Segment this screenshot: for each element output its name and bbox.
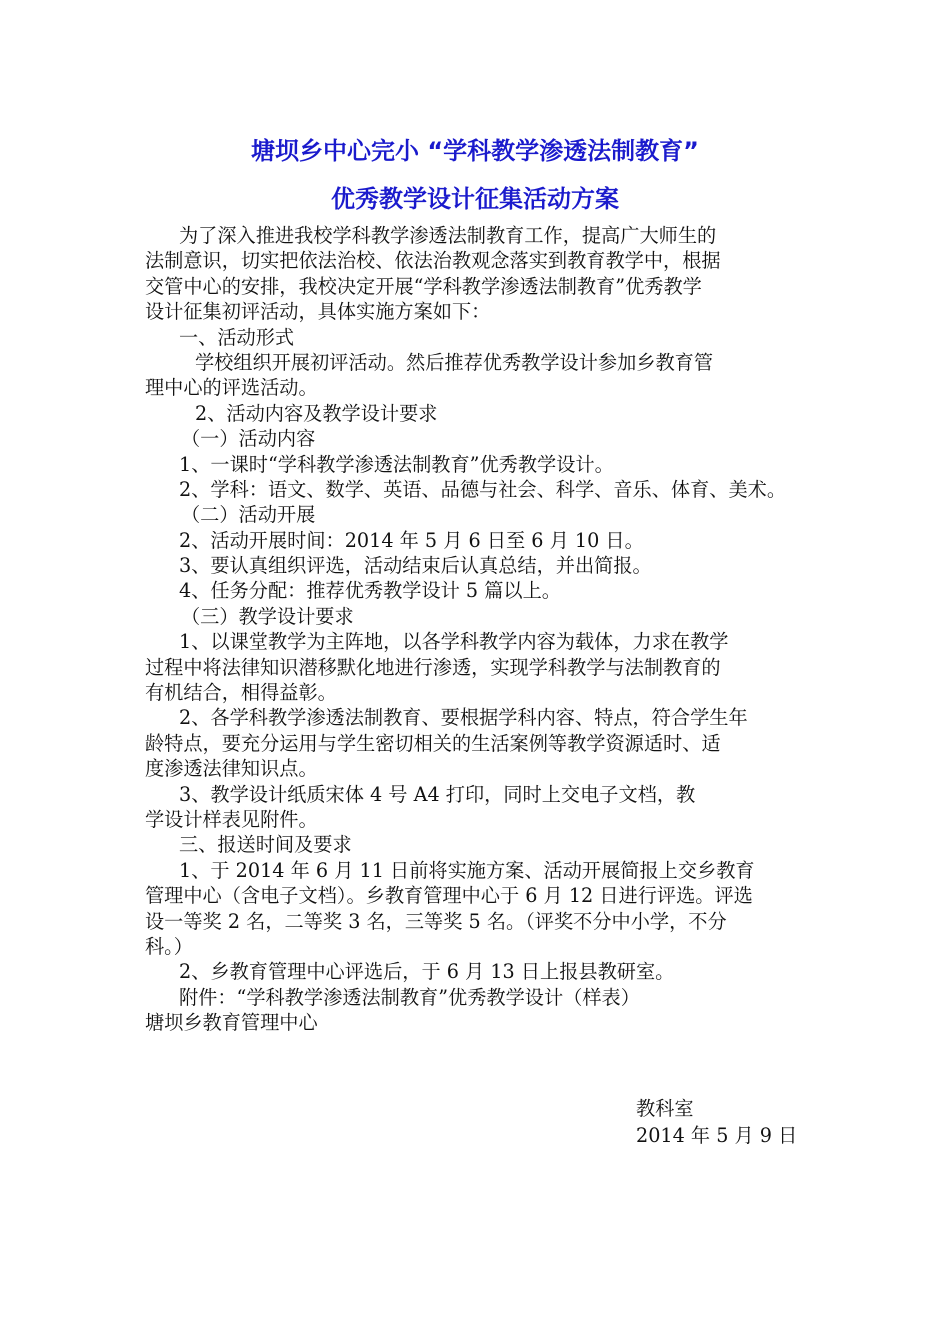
signature-block [636,1095,797,1149]
subsection-heading: （一）活动内容 [181,427,316,451]
body-line: 2、各学科教学渗透法制教育、要根据学科内容、特点，符合学生年 [179,706,748,730]
body-line: 学设计样表见附件。 [145,807,318,831]
body-line: 2、活动开展时间：2014 年 5 月 6 日至 6 月 10 日。 [179,528,644,552]
attachment-line: 附件：“学科教学渗透法制教育”优秀教学设计（样表） [179,985,640,1009]
signature-date: 2014 年 5 月 9 日 [636,1124,798,1147]
body-line: 科。） [145,934,193,958]
body-line: 度渗透法律知识点。 [145,757,318,781]
subsection-heading: （二）活动开展 [181,503,316,527]
section-heading: 一、活动形式 [179,325,295,349]
body-line: 有机结合，相得益彰。 [145,681,337,705]
body-line: 过程中将法律知识潜移默化地进行渗透，实现学科教学与法制教育的 [145,655,721,679]
body-line: 设计征集初评活动，具体实施方案如下： [145,300,491,324]
body-line: 1、以课堂教学为主阵地，以各学科教学内容为载体，力求在教学 [179,630,729,654]
body-line: 管理中心（含电子文档）。乡教育管理中心于 6 月 12 日进行评选。评选 [145,884,753,908]
signature-office: 教科室 [636,1097,694,1120]
body-line: 理中心的评选活动。 [145,376,318,400]
document-title-line2: 优秀教学设计征集活动方案 [331,185,619,213]
body-line: 2、学科：语文、数学、英语、品德与社会、科学、音乐、体育、美术。 [179,477,787,501]
section-heading: 2、活动内容及教学设计要求 [195,401,438,425]
subsection-heading: （三）教学设计要求 [181,604,354,628]
body-line: 2、乡教育管理中心评选后，于 6 月 13 日上报县教研室。 [179,960,675,984]
body-line: 4、任务分配：推荐优秀教学设计 5 篇以上。 [179,579,561,603]
document-body [145,223,810,1036]
body-line: 1、一课时“学科教学渗透法制教育”优秀教学设计。 [179,452,614,476]
document-title-line1: 塘坝乡中心完小 “学科教学渗透法制教育” [251,137,699,165]
body-line: 交管中心的安排，我校决定开展“学科教学渗透法制教育”优秀教学 [145,274,702,298]
body-line: 1、于 2014 年 6 月 11 日前将实施方案、活动开展简报上交乡教育 [179,858,755,882]
body-line: 法制意识，切实把依法治校、依法治教观念落实到教育教学中，根据 [145,249,721,273]
body-line: 学校组织开展初评活动。然后推荐优秀教学设计参加乡教育管 [195,350,714,374]
body-line: 3、教学设计纸质宋体 4 号 A4 打印，同时上交电子文档，教 [179,782,696,806]
body-line: 龄特点，要充分运用与学生密切相关的生活案例等教学资源适时、适 [145,731,721,755]
body-line: 设一等奖 2 名，二等奖 3 名，三等奖 5 名。（评奖不分中小学，不分 [145,909,727,933]
body-line: 3、要认真组织评选，活动结束后认真总结，并出简报。 [179,554,652,578]
section-heading: 三、报送时间及要求 [179,833,352,857]
body-line: 为了深入推进我校学科教学渗透法制教育工作，提高广大师生的 [179,224,717,247]
issuer-line: 塘坝乡教育管理中心 [145,1011,318,1035]
